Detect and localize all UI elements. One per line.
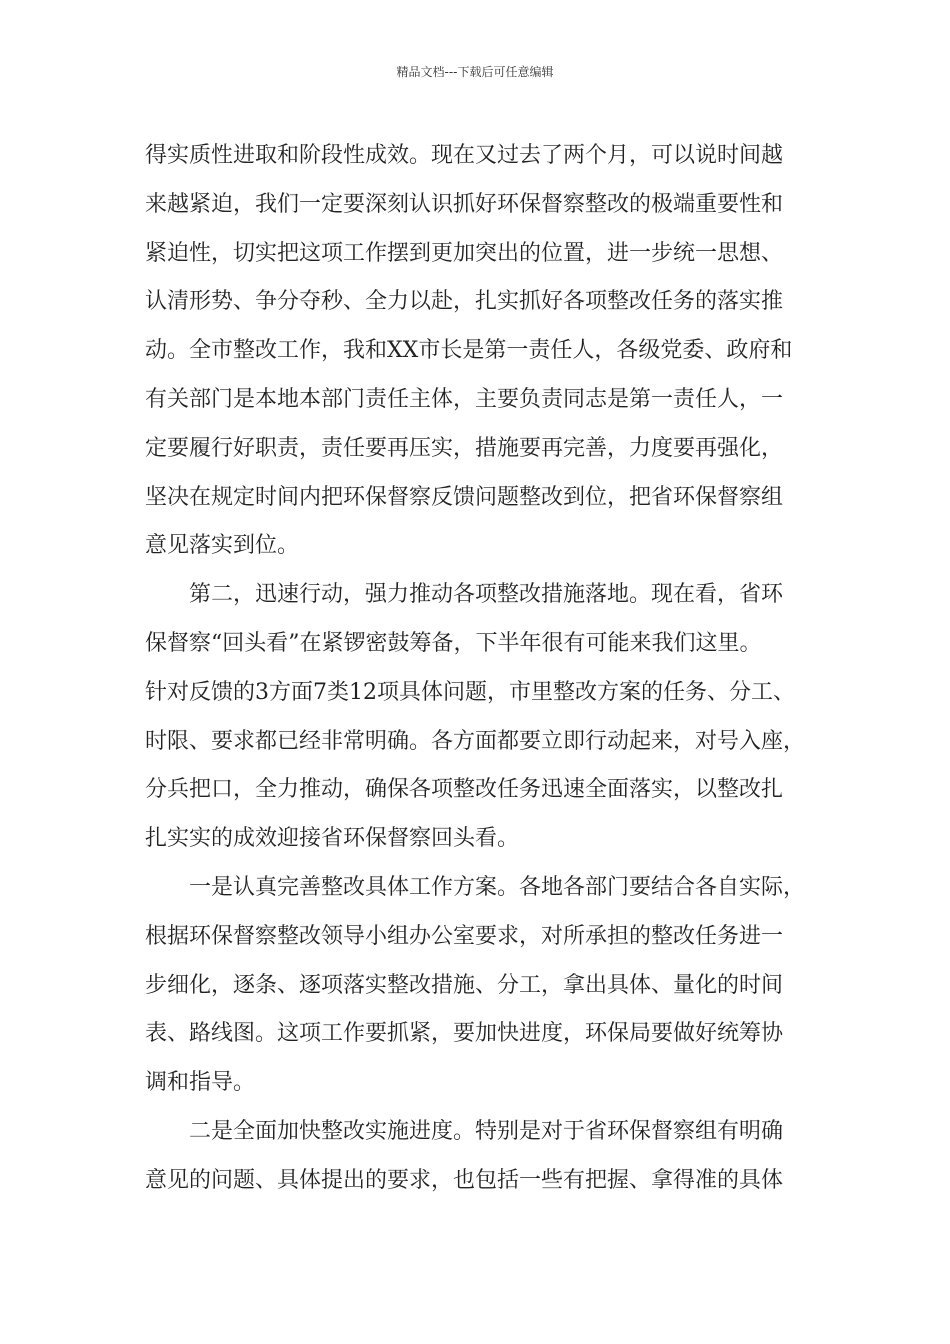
text-line: 得实质性进取和阶段性成效。现在又过去了两个月，可以说时间越 — [145, 143, 784, 168]
text-line: 根据环保督察整改领导小组办公室要求，对所承担的整改任务进一 — [145, 923, 784, 949]
document-body — [145, 132, 835, 1206]
text-line: 来越紧迫，我们一定要深刻认识抓好环保督察整改的极端重要性和 — [145, 191, 784, 217]
text-line: 认清形势、争分夺秒、全力以赴，扎实抓好各项整改任务的落实推 — [145, 289, 784, 315]
paragraph-start-line: 第二，迅速行动，强力推动各项整改措施落地。现在看，省环 — [189, 582, 784, 608]
text-line: 有关部门是本地本部门责任主体，主要负责同志是第一责任人，一 — [145, 386, 784, 412]
page-header: 精品文档---下载后可任意编辑 — [396, 65, 554, 79]
text-line: 针对反馈的3方面7类12项具体问题，市里整改方案的任务、分工、 — [145, 679, 795, 705]
text-line: 扎实实的成效迎接省环保督察回头看。 — [145, 826, 520, 852]
text-line: 表、路线图。这项工作要抓紧，要加快进度，环保局要做好统筹协 — [145, 1021, 784, 1047]
text-line: 保督察“回头看”在紧锣密鼓筹备，下半年很有可能来我们这里。 — [145, 630, 762, 656]
text-line: 动。全市整改工作，我和XX市长是第一责任人，各级党委、政府和 — [145, 338, 793, 364]
text-line: 时限、要求都已经非常明确。各方面都要立即行动起来，对号入座， — [145, 728, 806, 754]
paragraph-start-line: 二是全面加快整改实施进度。特别是对于省环保督察组有明确 — [189, 1118, 784, 1144]
paragraph-start-line: 一是认真完善整改具体工作方案。各地各部门要结合各自实际， — [189, 874, 806, 900]
text-line: 坚决在规定时间内把环保督察反馈问题整改到位，把省环保督察组 — [145, 484, 784, 510]
text-line: 调和指导。 — [145, 1070, 256, 1096]
text-line: 定要履行好职责，责任要再压实，措施要再完善，力度要再强化， — [145, 435, 784, 461]
text-line: 分兵把口，全力推动，确保各项整改任务迅速全面落实，以整改扎 — [145, 777, 784, 803]
text-line: 紧迫性，切实把这项工作摆到更加突出的位置，进一步统一思想、 — [145, 240, 784, 266]
text-line: 意见落实到位。 — [145, 533, 300, 559]
text-line: 意见的问题、具体提出的要求，也包括一些有把握、拿得准的具体 — [145, 1167, 784, 1193]
text-line: 步细化，逐条、逐项落实整改措施、分工，拿出具体、量化的时间 — [145, 972, 784, 998]
